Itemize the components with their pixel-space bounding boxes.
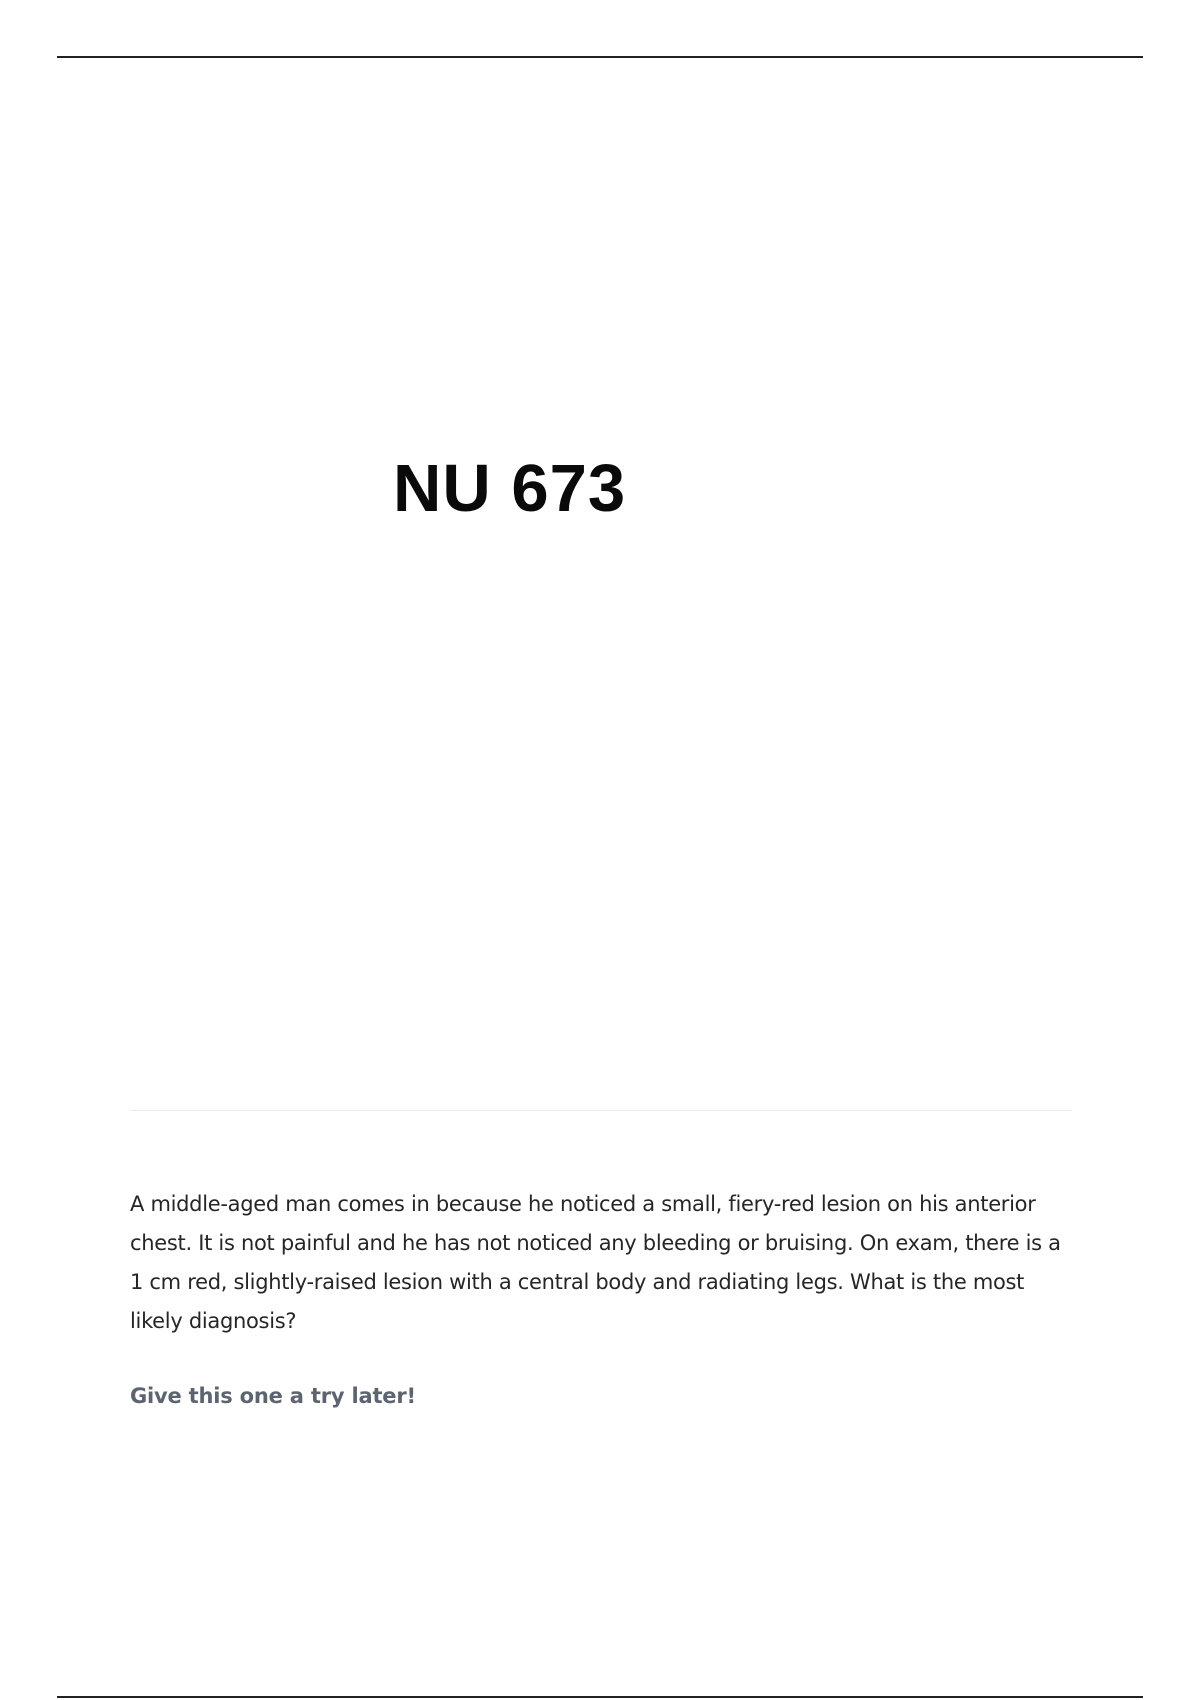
page-bottom-rule — [57, 1696, 1143, 1698]
question-text: A middle-aged man comes in because he noticed a small, fiery-red lesion on his anterior chest. It is not painful and he has not noticed any bleeding or bruising. On exam, there is a 1 cm red, slightly-raised lesion with a central body and radiating legs. What is the most likely diagnosis? — [130, 1192, 1061, 1333]
card-divider — [130, 1110, 1072, 1111]
document-title: NU 673 — [393, 451, 627, 526]
page-top-rule — [57, 56, 1143, 58]
try-later-prompt: Give this one a try later! — [130, 1384, 416, 1408]
